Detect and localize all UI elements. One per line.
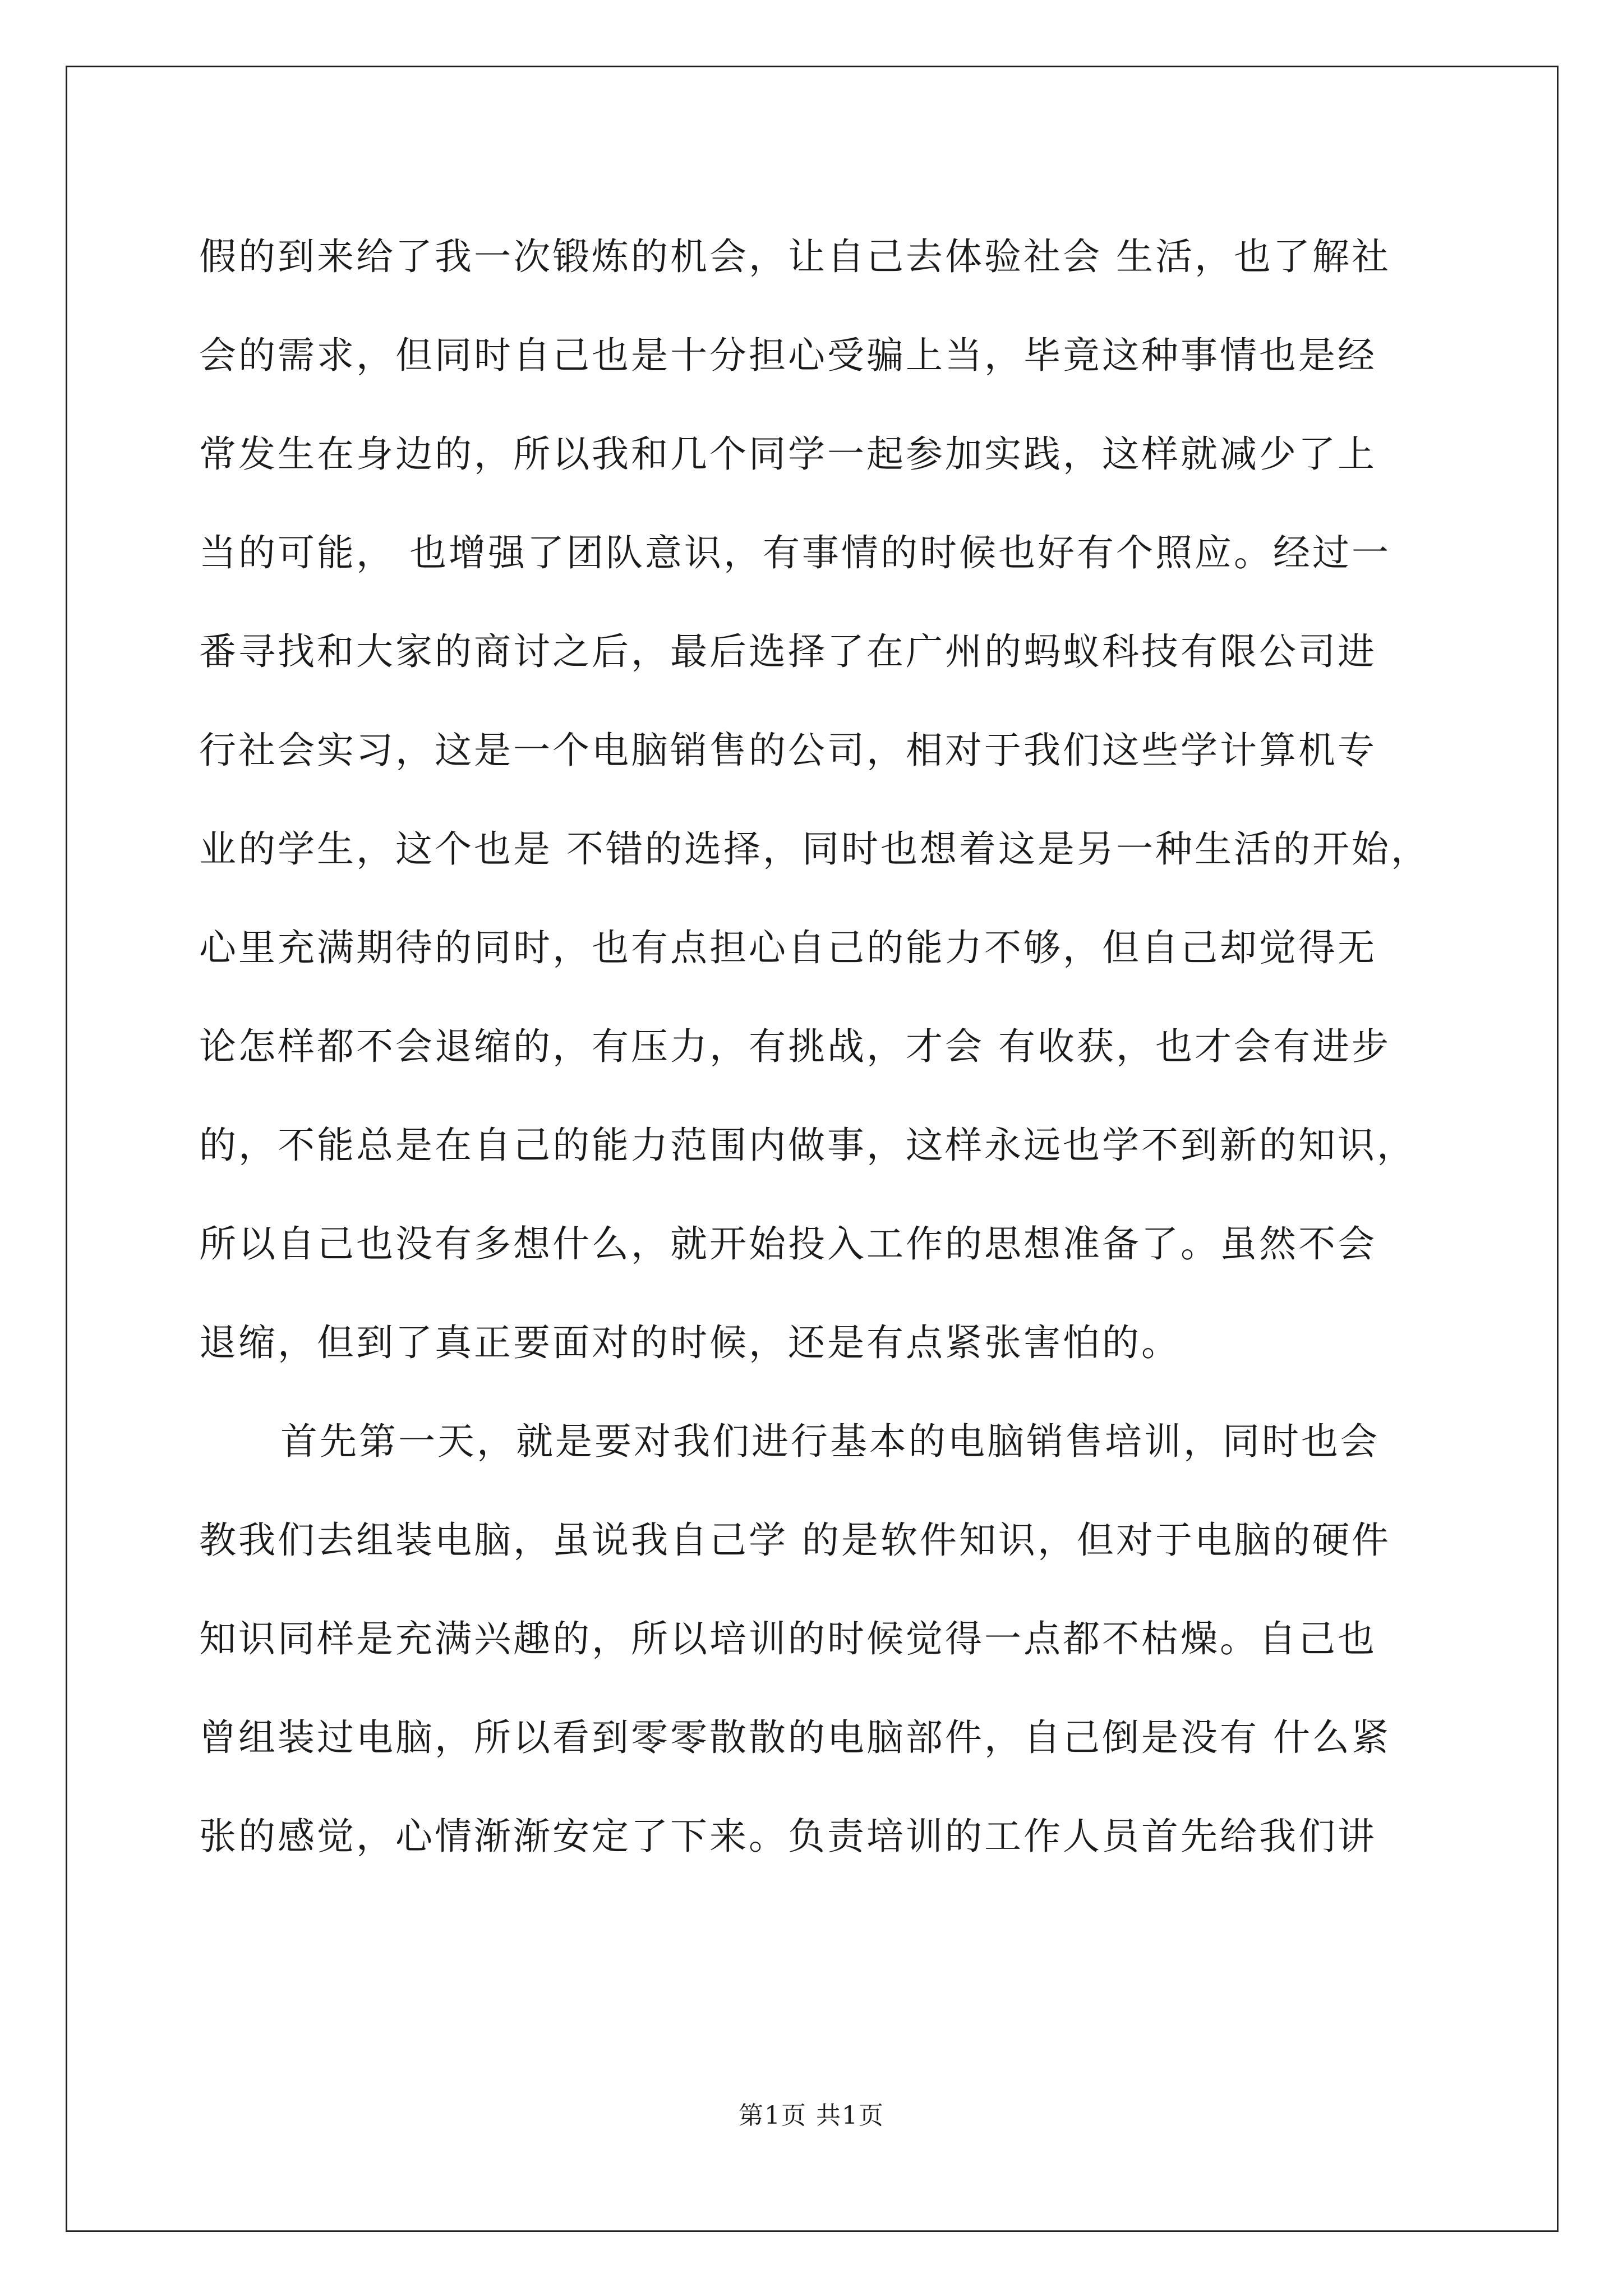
text-line: 论怎样都不会退缩的，有压力，有挑战，才会 有收获，也才会有进步	[199, 1025, 1391, 1068]
text-line: 行社会实习，这是一个电脑销售的公司，相对于我们这些学计算机专	[199, 729, 1377, 772]
text-line: 张的感觉，心情渐渐安定了下来。负责培训的工作人员首先给我们讲	[199, 1815, 1377, 1858]
paragraph-start-line: 首先第一天，就是要对我们进行基本的电脑销售培训，同时也会	[280, 1420, 1380, 1463]
text-line: 番寻找和大家的商讨之后，最后选择了在广州的蚂蚁科技有限公司进	[199, 630, 1377, 673]
text-line: 的，不能总是在自己的能力范围内做事，这样永远也学不到新的知识，	[199, 1124, 1416, 1167]
document-body	[199, 208, 1430, 1886]
page-footer	[0, 2095, 1623, 2131]
text-line: 教我们去组装电脑，虽说我自己学 的是软件知识，但对于电脑的硬件	[199, 1519, 1391, 1562]
text-line: 知识同样是充满兴趣的，所以培训的时候觉得一点都不枯燥。自己也	[199, 1617, 1377, 1660]
text-line: 心里充满期待的同时，也有点担心自己的能力不够，但自己却觉得无	[199, 926, 1377, 969]
text-line: 会的需求，但同时自己也是十分担心受骗上当，毕竟这种事情也是经	[199, 334, 1377, 377]
text-line: 曾组装过电脑，所以看到零零散散的电脑部件，自己倒是没有 什么紧	[199, 1716, 1391, 1759]
page-number-label: 第1页 共1页	[739, 2101, 884, 2130]
text-line: 假的到来给了我一次锻炼的机会，让自己去体验社会 生活，也了解社	[199, 235, 1391, 278]
text-line: 退缩，但到了真正要面对的时候，还是有点紧张害怕的。	[199, 1321, 1181, 1364]
text-line: 业的学生，这个也是 不错的选择，同时也想着这是另一种生活的开始，	[199, 827, 1430, 871]
text-line: 当的可能， 也增强了团队意识，有事情的时候也好有个照应。经过一	[199, 531, 1391, 574]
text-line: 所以自己也没有多想什么，就开始投入工作的思想准备了。虽然不会	[199, 1222, 1377, 1266]
text-line: 常发生在身边的，所以我和几个同学一起参加实践，这样就减少了上	[199, 432, 1377, 476]
